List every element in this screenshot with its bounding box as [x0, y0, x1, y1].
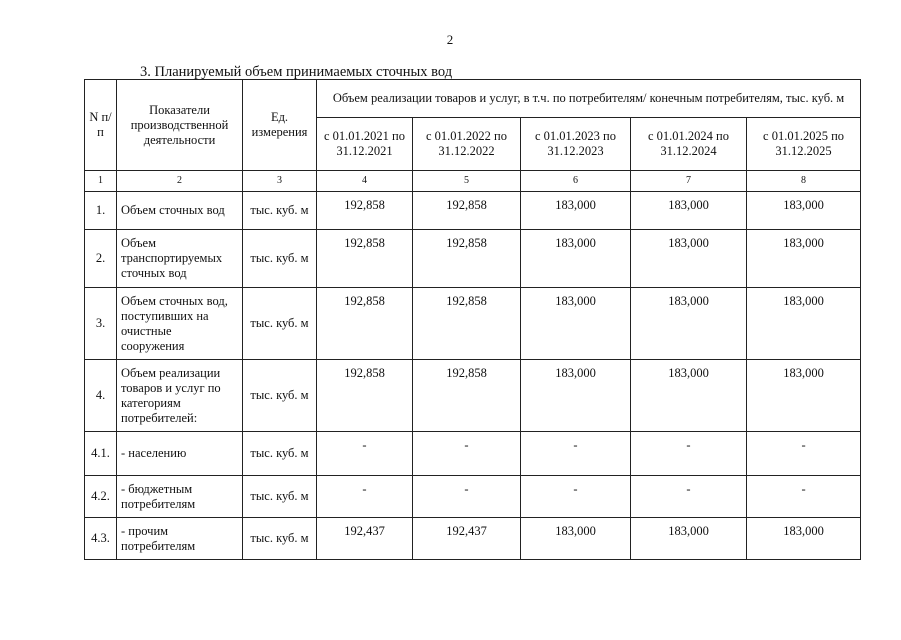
row-value: 183,000	[631, 192, 747, 230]
row-value: -	[631, 476, 747, 518]
row-unit: тыс. куб. м	[243, 518, 317, 560]
row-value: 183,000	[747, 288, 861, 360]
row-value: 192,858	[413, 288, 521, 360]
row-value: 192,437	[413, 518, 521, 560]
column-index: 3	[243, 171, 317, 192]
row-value: 183,000	[521, 360, 631, 432]
row-num: 3.	[85, 288, 117, 360]
section-title: 3. Планируемый объем принимаемых сточных вод	[140, 64, 453, 80]
table-row	[85, 192, 861, 230]
column-index-row	[85, 171, 861, 192]
column-index: 5	[413, 171, 521, 192]
row-value: 192,858	[317, 192, 413, 230]
header-unit: Ед. измерения	[243, 80, 317, 171]
row-value: 183,000	[521, 230, 631, 288]
planned-wastewater-table	[84, 79, 861, 560]
row-num: 4.	[85, 360, 117, 432]
row-value: 192,858	[317, 288, 413, 360]
row-num: 2.	[85, 230, 117, 288]
row-value: 183,000	[631, 518, 747, 560]
row-value: 183,000	[631, 360, 747, 432]
row-unit: тыс. куб. м	[243, 432, 317, 476]
row-value: -	[413, 432, 521, 476]
row-value: 183,000	[747, 360, 861, 432]
header-period-2024: с 01.01.2024 по 31.12.2024	[631, 118, 747, 171]
row-value: 183,000	[631, 230, 747, 288]
column-index: 6	[521, 171, 631, 192]
row-value: -	[521, 432, 631, 476]
row-value: 183,000	[521, 192, 631, 230]
row-indicator: - населению	[117, 432, 243, 476]
row-value: -	[631, 432, 747, 476]
row-value: 183,000	[747, 192, 861, 230]
row-value: 183,000	[747, 230, 861, 288]
row-value: 192,858	[317, 360, 413, 432]
table-row	[85, 432, 861, 476]
row-indicator: - прочим потребителям	[117, 518, 243, 560]
row-num: 4.3.	[85, 518, 117, 560]
page-number: 2	[446, 32, 454, 47]
header-period-2022: с 01.01.2022 по 31.12.2022	[413, 118, 521, 171]
column-index: 2	[117, 171, 243, 192]
table-row	[85, 230, 861, 288]
row-unit: тыс. куб. м	[243, 476, 317, 518]
row-value: 183,000	[521, 518, 631, 560]
row-indicator: - бюджетным потребителям	[117, 476, 243, 518]
row-unit: тыс. куб. м	[243, 230, 317, 288]
header-period-2023: с 01.01.2023 по 31.12.2023	[521, 118, 631, 171]
row-value: 183,000	[631, 288, 747, 360]
row-indicator: Объем реализации товаров и услуг по категориям потребителей:	[117, 360, 243, 432]
header-group: Объем реализации товаров и услуг, в т.ч. по потребителям/ конечным потребителям, тыс. куб. м	[317, 80, 861, 118]
column-index: 8	[747, 171, 861, 192]
row-num: 4.2.	[85, 476, 117, 518]
row-num: 4.1.	[85, 432, 117, 476]
row-indicator: Объем сточных вод, поступивших на очистные сооружения	[117, 288, 243, 360]
header-period-2025: с 01.01.2025 по 31.12.2025	[747, 118, 861, 171]
row-unit: тыс. куб. м	[243, 360, 317, 432]
row-indicator: Объем сточных вод	[117, 192, 243, 230]
column-index: 4	[317, 171, 413, 192]
header-num: N п/п	[85, 80, 117, 171]
table-row	[85, 518, 861, 560]
row-value: -	[747, 432, 861, 476]
table-row	[85, 288, 861, 360]
row-value: -	[317, 476, 413, 518]
row-value: 192,437	[317, 518, 413, 560]
row-value: 183,000	[747, 518, 861, 560]
row-value: 192,858	[413, 230, 521, 288]
row-value: -	[317, 432, 413, 476]
row-value: -	[413, 476, 521, 518]
table-row	[85, 476, 861, 518]
row-num: 1.	[85, 192, 117, 230]
row-indicator: Объем транспортируемых сточных вод	[117, 230, 243, 288]
table-row	[85, 360, 861, 432]
row-value: -	[747, 476, 861, 518]
row-value: 192,858	[413, 192, 521, 230]
row-value: 192,858	[413, 360, 521, 432]
header-period-2021: с 01.01.2021 по 31.12.2021	[317, 118, 413, 171]
row-value: 192,858	[317, 230, 413, 288]
row-unit: тыс. куб. м	[243, 192, 317, 230]
row-value: 183,000	[521, 288, 631, 360]
row-value: -	[521, 476, 631, 518]
column-index: 7	[631, 171, 747, 192]
header-indicator: Показатели производственной деятельности	[117, 80, 243, 171]
column-index: 1	[85, 171, 117, 192]
row-unit: тыс. куб. м	[243, 288, 317, 360]
